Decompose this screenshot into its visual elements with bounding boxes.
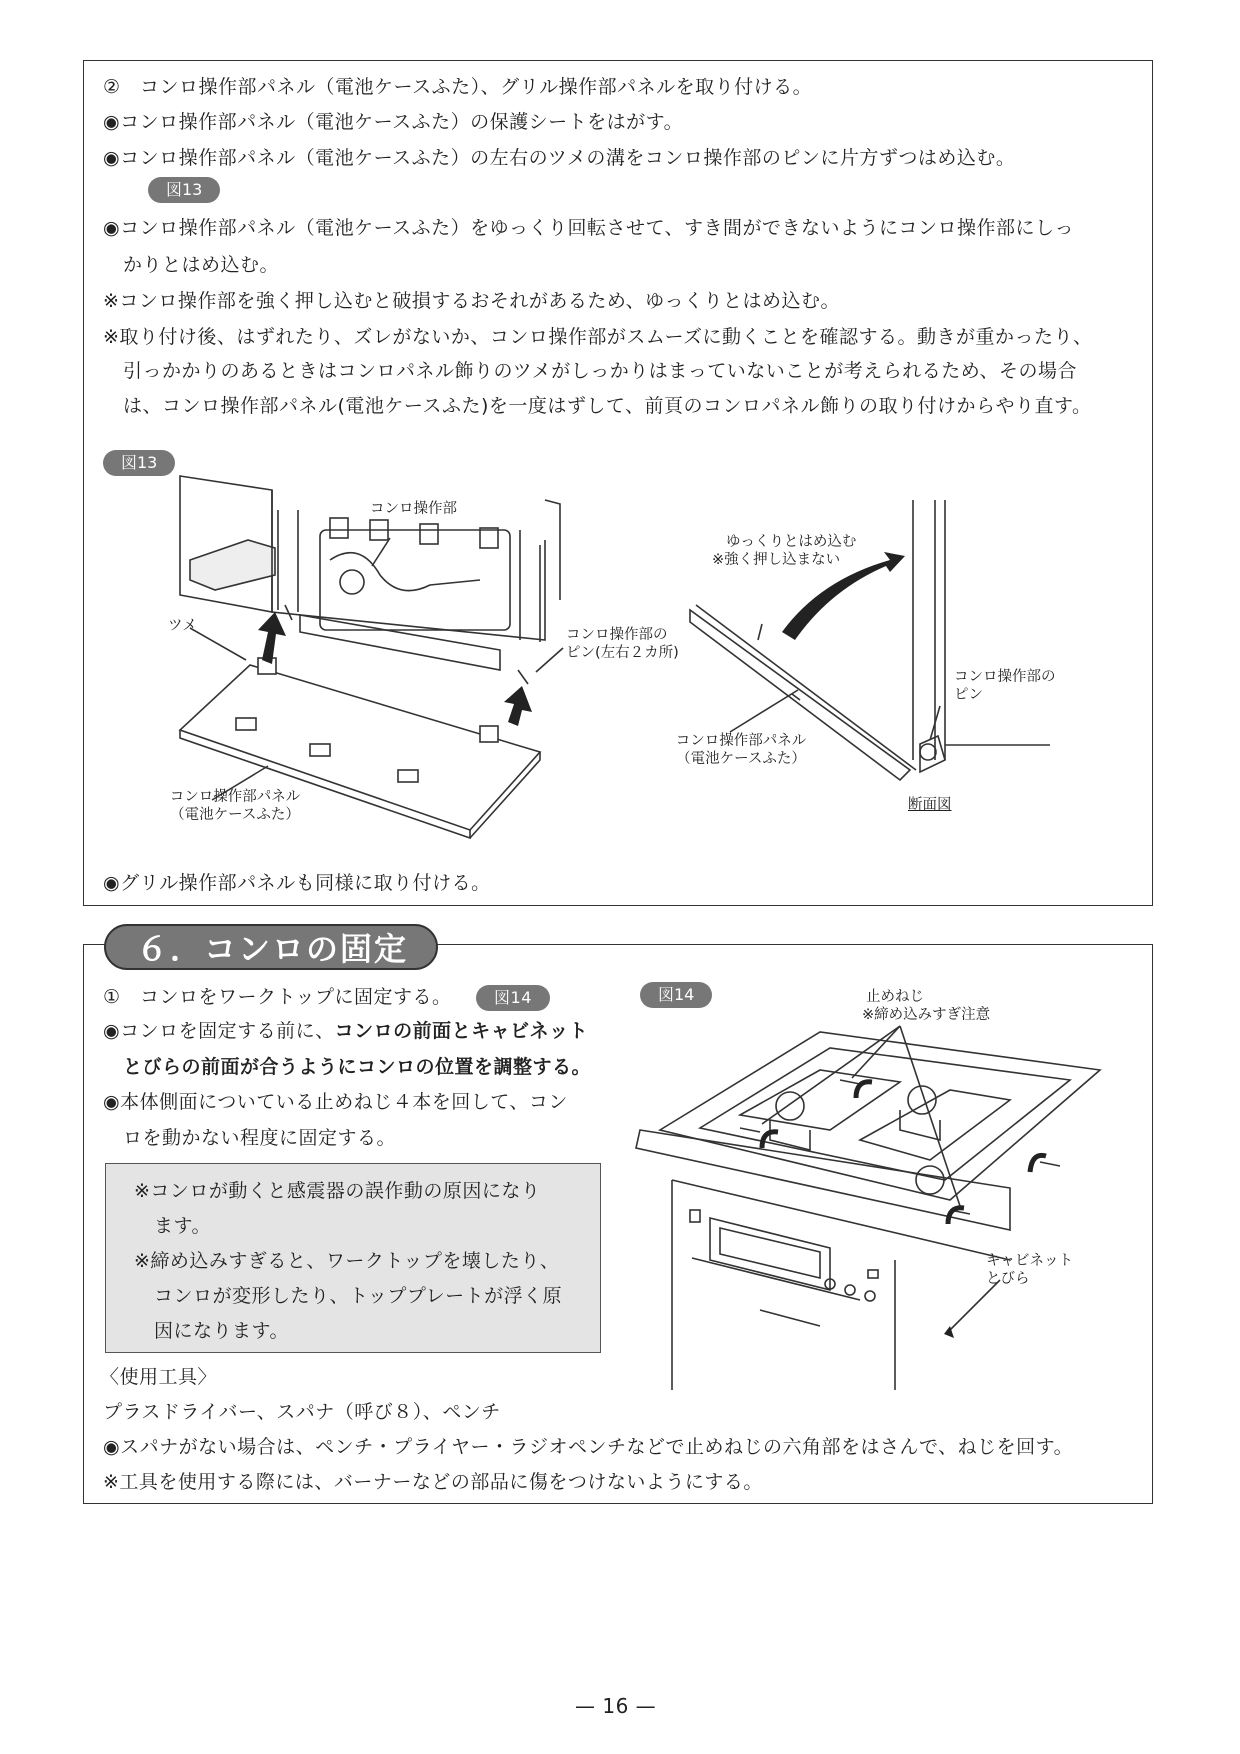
note-check-l1: ※取り付け後、はずれたり、ズレがないか、コンロ操作部がスムーズに動くことを確認する。動きが重かったり、 (103, 326, 1093, 348)
figure-ref-13: 図13 (148, 177, 220, 203)
label-panel-l1: コンロ操作部パネル (169, 789, 301, 805)
label-slowly-fit: ゆっくりとはめ込む (726, 534, 857, 550)
bullet-fit-claw: ◉コンロ操作部パネル（電池ケースふた）の左右のツメの溝をコンロ操作部のピンに片方ずつはめ込む。 (103, 147, 1016, 169)
label-do-not-force: ※強く押し込まない (712, 552, 841, 568)
bullet-adjust-pre: ◉コンロを固定する前に、 (103, 1020, 335, 1042)
label-panel2-l2: （電池ケースふた） (676, 751, 806, 767)
bullet-grill-panel: ◉グリル操作部パネルも同様に取り付ける。 (103, 872, 491, 894)
bullet-remove-sheet: ◉コンロ操作部パネル（電池ケースふた）の保護シートをはがす。 (103, 111, 684, 133)
label-panel2-l1: コンロ操作部パネル (675, 733, 807, 749)
note-check-l2: 引っかかりのあるときはコンロパネル飾りのツメがしっかりはまっていないことが考えられるため、その場合 (123, 360, 1077, 382)
figure-ref-14: 図14 (476, 985, 550, 1011)
tools-list: プラスドライバー、スパナ（呼び８）、ペンチ (103, 1401, 501, 1423)
bullet-rotate-l2: かりとはめ込む。 (123, 254, 280, 276)
bullet-screws-l1: ◉本体側面についている止めねじ４本を回して、コン (103, 1091, 568, 1113)
bullet-screws-l2: ロを動かない程度に固定する。 (123, 1127, 397, 1149)
tools-heading: 〈使用工具〉 (100, 1366, 218, 1388)
figure-tag-13: 図13 (103, 450, 175, 476)
label-set-screw: 止めねじ (866, 989, 924, 1005)
note-line-4: コンロが変形したり、トッププレートが浮く原 (154, 1285, 563, 1307)
section-title: ６．コンロの固定 (104, 924, 438, 970)
label-cabinet-l2: とびら (986, 1271, 1030, 1287)
label-overtighten: ※締め込みすぎ注意 (862, 1007, 991, 1023)
page-number: — 16 — (575, 1694, 657, 1718)
note-check-l3: は、コンロ操作部パネル(電池ケースふた)を一度はずして、前頁のコンロパネル飾りの取り付けからやり直す。 (123, 395, 1092, 417)
step-2-text: ② コンロ操作部パネル（電池ケースふた）、グリル操作部パネルを取り付ける。 (103, 76, 813, 98)
label-pin2-l1: コンロ操作部の (954, 669, 1056, 685)
label-pin2-l2: ピン (954, 687, 983, 703)
label-claw: ツメ (168, 618, 197, 634)
bullet-rotate-l1: ◉コンロ操作部パネル（電池ケースふた）をゆっくり回転させて、すき間ができないようにコンロ操作部にしっ (103, 217, 1075, 239)
note-avoid-damage: ※工具を使用する際には、バーナーなどの部品に傷をつけないようにする。 (103, 1471, 763, 1493)
label-panel-l2: （電池ケースふた） (170, 807, 300, 823)
label-cross-section: 断面図 (908, 797, 952, 813)
note-line-5: 因になります。 (154, 1320, 289, 1342)
label-pin-l2: ピン(左右２カ所) (566, 645, 679, 661)
note-line-2: ます。 (154, 1215, 211, 1237)
bullet-no-spanner: ◉スパナがない場合は、ペンチ・プライヤー・ラジオペンチなどで止めねじの六角部をはさんで、ねじを回す。 (103, 1436, 1074, 1458)
note-press-gently: ※コンロ操作部を強く押し込むと破損するおそれがあるため、ゆっくりとはめ込む。 (103, 290, 840, 312)
label-cabinet-l1: キャビネット (986, 1253, 1073, 1269)
figure-tag-14: 図14 (640, 982, 712, 1008)
step-1-label: ① コンロをワークトップに固定する。 (103, 986, 452, 1008)
note-line-3: ※締め込みすぎると、ワークトップを壊したり、 (134, 1250, 560, 1272)
bullet-adjust-bold2: とびらの前面が合うようにコンロの位置を調整する。 (123, 1056, 592, 1078)
label-pin-l1: コンロ操作部の (566, 627, 668, 643)
label-operation-unit: コンロ操作部 (370, 501, 457, 517)
bullet-adjust-bold1: コンロの前面とキャビネット (334, 1020, 589, 1042)
note-line-1: ※コンロが動くと感震器の誤作動の原因になり (134, 1180, 541, 1202)
